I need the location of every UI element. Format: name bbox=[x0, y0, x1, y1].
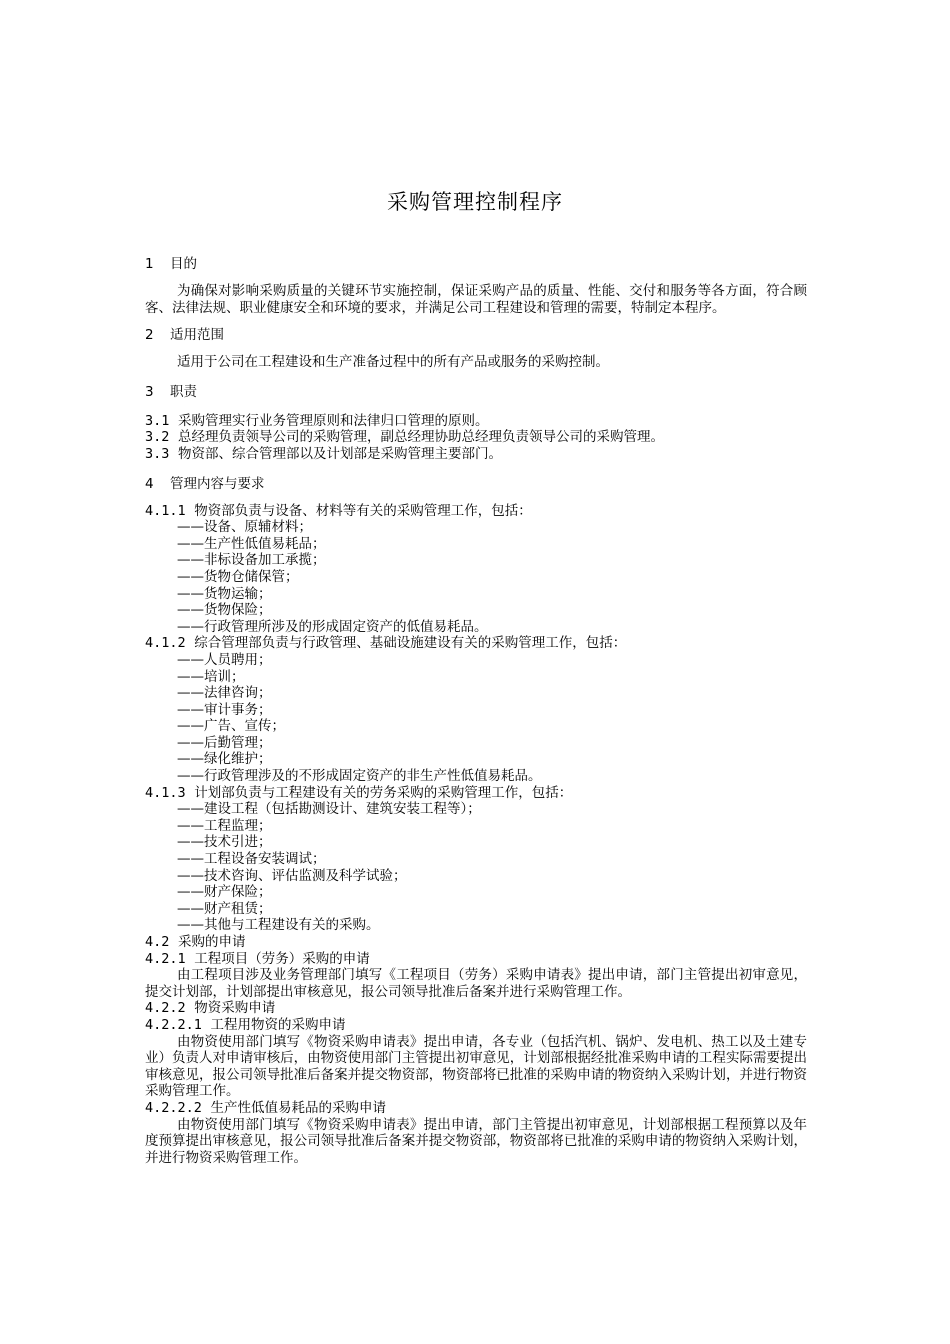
list-item: ——财产保险； bbox=[177, 884, 272, 901]
section-title: 职责 bbox=[170, 383, 197, 400]
item-text: 采购的申请 bbox=[177, 934, 246, 950]
list-item: ——行政管理涉及的不形成固定资产的非生产性低值易耗品。 bbox=[177, 768, 542, 785]
list-item: ——非标设备加工承揽； bbox=[177, 552, 326, 569]
list-item: ——广告、宣传； bbox=[177, 718, 285, 735]
section-title: 适用范围 bbox=[170, 327, 224, 344]
item-number: 3.3 bbox=[145, 445, 170, 462]
list-item: ——培训； bbox=[177, 668, 245, 685]
list-item: ——审计事务； bbox=[177, 701, 272, 718]
item-text: 工程用物资的采购申请 bbox=[210, 1016, 346, 1033]
list-item bbox=[145, 429, 807, 446]
list-item bbox=[145, 413, 807, 430]
subsection-4-2-2-2-paragraph: 由物资使用部门填写《物资采购申请表》提出申请，部门主管提出初审意见，计划部根据工程预算以及年度预算提出审核意见，报公司领导批准后备案并提交物资部，物资部将已批准的采购申请的物资纳入采购计划，并进行物资采购管理工作。 bbox=[145, 1116, 807, 1166]
section-title: 目的 bbox=[170, 256, 197, 272]
list-item bbox=[145, 446, 807, 463]
item-number: 4.2.2.2 bbox=[145, 1099, 202, 1116]
subsection-4-2-2-1-heading bbox=[145, 1017, 807, 1034]
subsection-4-2-2-2-heading bbox=[145, 1100, 807, 1117]
list-item: ——技术咨询、评估监测及科学试验； bbox=[177, 867, 407, 884]
section-4-heading bbox=[145, 475, 807, 493]
item-text: 采购管理实行业务管理原则和法律归口管理的原则。 bbox=[177, 412, 489, 429]
list-item: ——建设工程（包括勘测设计、建筑安装工程等）； bbox=[177, 801, 481, 818]
section-number: 1 bbox=[145, 256, 154, 272]
item-number: 4.2.1 bbox=[145, 950, 186, 967]
subsection-4-2-heading bbox=[145, 934, 807, 951]
item-number: 3.1 bbox=[145, 412, 170, 429]
section-number: 4 bbox=[145, 475, 154, 492]
item-number: 4.2.2.1 bbox=[145, 1016, 202, 1033]
item-number: 4.1.1 bbox=[145, 502, 186, 519]
list-item: ——工程设备安装调试； bbox=[177, 851, 326, 868]
section-4-body bbox=[145, 503, 807, 1167]
section-2-paragraph: 适用于公司在工程建设和生产准备过程中的所有产品或服务的采购控制。 bbox=[177, 354, 609, 371]
item-number: 4.1.2 bbox=[145, 635, 186, 652]
list-item: ——技术引进； bbox=[177, 834, 272, 851]
list-item: ——设备、原辅材料； bbox=[177, 519, 312, 536]
list-item: ——行政管理所涉及的形成固定资产的低值易耗品。 bbox=[177, 618, 488, 635]
subsection-4-1-2 bbox=[145, 635, 807, 652]
item-number: 3.2 bbox=[145, 429, 170, 446]
section-number: 2 bbox=[145, 327, 154, 344]
list-item: ——绿化维护； bbox=[177, 751, 272, 768]
subsection-4-2-1-heading bbox=[145, 951, 807, 968]
section-title: 管理内容与要求 bbox=[170, 475, 265, 492]
list-item: ——工程监理； bbox=[177, 817, 272, 834]
list-item: ——货物仓储保管； bbox=[177, 568, 299, 585]
item-text: 生产性低值易耗品的采购申请 bbox=[210, 1099, 386, 1116]
item-text: 计划部负责与工程建设有关的劳务采购的采购管理工作，包括： bbox=[194, 784, 573, 801]
list-item: ——财产租赁； bbox=[177, 900, 272, 917]
section-1-heading bbox=[145, 255, 807, 273]
subsection-4-2-1-paragraph: 由工程项目涉及业务管理部门填写《工程项目（劳务）采购申请表》提出申请，部门主管提出初审意见，提交计划部，计划部提出审核意见，报公司领导批准后备案并进行采购管理工作。 bbox=[145, 967, 807, 1000]
item-number: 4.2.2 bbox=[145, 1000, 186, 1017]
subsection-4-1-3 bbox=[145, 785, 807, 802]
item-text: 工程项目（劳务）采购的申请 bbox=[194, 950, 370, 967]
list-item: ——生产性低值易耗品； bbox=[177, 535, 326, 552]
item-text: 物资部负责与设备、材料等有关的采购管理工作，包括： bbox=[194, 502, 532, 519]
item-text: 综合管理部负责与行政管理、基础设施建设有关的采购管理工作，包括： bbox=[194, 635, 627, 652]
subsection-4-2-2-1-paragraph: 由物资使用部门填写《物资采购申请表》提出申请，各专业（包括汽机、锅炉、发电机、热工以及土建专业）负责人对申请审核后，由物资使用部门主管提出初审意见，计划部根据经批准采购申请的工程实际需要提出审核意见，报公司领导批准后备案并提交物资部，物资部将已批准的采购申请的物资纳入采购计划，并进行物资采购管理工作。 bbox=[145, 1033, 807, 1100]
item-number: 4.2 bbox=[145, 934, 170, 950]
list-item: ——后勤管理； bbox=[177, 734, 272, 751]
section-number: 3 bbox=[145, 383, 154, 400]
section-3-heading bbox=[145, 383, 807, 401]
list-item: ——其他与工程建设有关的采购。 bbox=[177, 917, 380, 934]
list-item: ——人员聘用； bbox=[177, 651, 272, 668]
list-item: ——货物保险； bbox=[177, 602, 272, 619]
item-number: 4.1.3 bbox=[145, 784, 186, 801]
item-text: 物资部、综合管理部以及计划部是采购管理主要部门。 bbox=[177, 445, 502, 462]
section-1-paragraph: 为确保对影响采购质量的关键环节实施控制，保证采购产品的质量、性能、交付和服务等各方面，符合顾客、法律法规、职业健康安全和环境的要求，并满足公司工程建设和管理的需要，特制定本程序。 bbox=[145, 283, 807, 316]
list-item: ——货物运输； bbox=[177, 585, 272, 602]
subsection-4-1-1 bbox=[145, 503, 807, 520]
item-text: 总经理负责领导公司的采购管理，副总经理协助总经理负责领导公司的采购管理。 bbox=[177, 429, 664, 446]
list-item: ——法律咨询； bbox=[177, 685, 272, 702]
subsection-4-2-2-heading bbox=[145, 1000, 807, 1017]
document-body bbox=[145, 255, 807, 1166]
item-text: 物资采购申请 bbox=[194, 1000, 276, 1017]
section-3-list bbox=[145, 413, 807, 463]
section-2-heading bbox=[145, 326, 807, 344]
page-title: 采购管理控制程序 bbox=[387, 190, 563, 214]
